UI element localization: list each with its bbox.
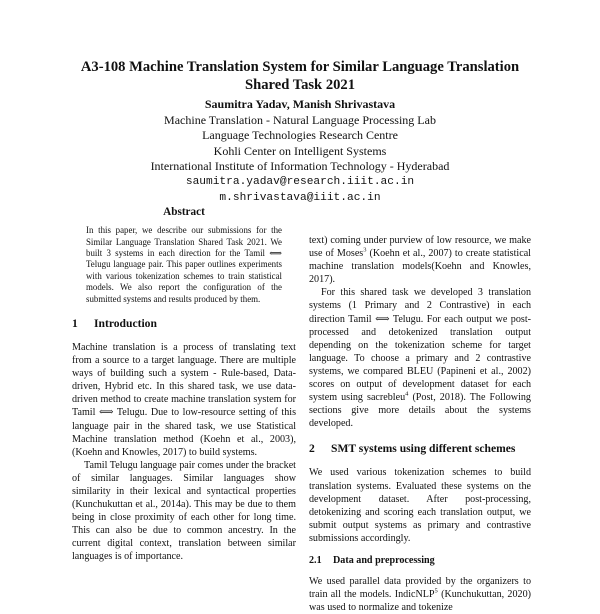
author-email: m.shrivastava@iiit.ac.in (219, 191, 381, 204)
author-email: saumitra.yadav@research.iiit.ac.in (185, 175, 415, 188)
text-run: We used parallel data provided by the organizers to train all the models. IndicNLP (309, 575, 531, 601)
affiliation-line: International Institute of Information Technology - Hyderabad (150, 159, 450, 174)
affiliation-line: Kohli Center on Intelligent Systems (213, 143, 387, 158)
subsection-heading-data (309, 554, 531, 567)
affiliation-line: Language Technologies Research Centre (202, 128, 398, 143)
right-column (309, 234, 531, 614)
paragraph (309, 234, 531, 286)
paragraph (309, 286, 531, 430)
subsection-number: 2.1 (309, 554, 322, 566)
section-number: 2 (309, 442, 315, 456)
section-title: SMT systems using different schemes (331, 442, 516, 456)
section-heading-smt-systems (309, 442, 531, 456)
footnote-marker: 5 (434, 587, 438, 595)
text-run: text) coming under purview of low resource, we make use of Moses (309, 235, 531, 260)
text-run: For this shared task we developed 3 translation systems (1 Primary and 2 Contrastive) in each direction Tamil ⟺ Telugu. For each output we post-processed and detokenized translation output depending on the tokenization scheme for target language. To choose a primary and 2 contrastive systems, we compared BLEU (Papineni et al., 2002) scores on output of development dataset for each system using sacrebleu (309, 287, 531, 404)
paragraph: Tamil Telugu language pair comes under the bracket of similar languages. Similar languages show similarity in their lexical and syntactical properties (Kunchukuttan et al., 2014a). This may be due to them being in close proximity of each other for long time. This can also be due to common ancestry. In the current digital context, translation between similar languages is of importance. (72, 459, 296, 563)
text-run: (Kunchukuttan, 2020) was used to normalize and tokenize (309, 589, 531, 614)
paragraph: Machine translation is a process of translating text from a source to a target language. There are multiple ways of building such a system - Rule-based, Data-driven, Hybrid etc. In this shared task, we use data-driven method to create machine translation system for Tamil ⟺ Telugu. Due to low-resource setting of this language pair in the shared task, we use Statistical Machine translation method (Koehn et al., 2003),(Koehn and Knowles, 2017) to build systems. (72, 341, 296, 458)
author-block (60, 97, 540, 206)
abstract-text: In this paper, we describe our submissions for the Similar Language Translation Shared Task 2021. We built 3 systems in each direction for the Tamil ⟺ Telugu language pair. This paper outlines experiments with various tokenization schemes to train statistical models. We also report the configuration of the submitted systems and results produced by them. (86, 225, 282, 304)
paper-title: A3-108 Machine Translation System for Similar Language Translation Shared Task 2021 (80, 59, 520, 93)
section-number: 1 (72, 316, 78, 330)
paragraph (309, 575, 531, 614)
section-heading-introduction (72, 317, 296, 331)
footnote-marker: 3 (363, 246, 367, 254)
section-title: Introduction (94, 316, 157, 330)
subsection-title: Data and preprocessing (333, 554, 435, 566)
author-names: Saumitra Yadav, Manish Shrivastava (204, 97, 396, 111)
footnote-marker: 4 (405, 390, 409, 398)
left-column (72, 206, 296, 564)
affiliation-line: Machine Translation - Natural Language Processing Lab (164, 112, 436, 127)
text-run: (Koehn et al., 2007) to create statistical machine translation models(Koehn and Knowles, 2017). (309, 248, 531, 286)
text-run: (Post, 2018). The Following sections give more details about the systems developed. (309, 392, 531, 430)
paragraph: We used various tokenization schemes to build translation systems. Evaluated these systems on the development dataset. After post-processing, detokenizing and scoring each translation output, we submit output systems as primary and contrastive submissions accordingly. (309, 467, 531, 544)
abstract-heading: Abstract (163, 206, 205, 218)
